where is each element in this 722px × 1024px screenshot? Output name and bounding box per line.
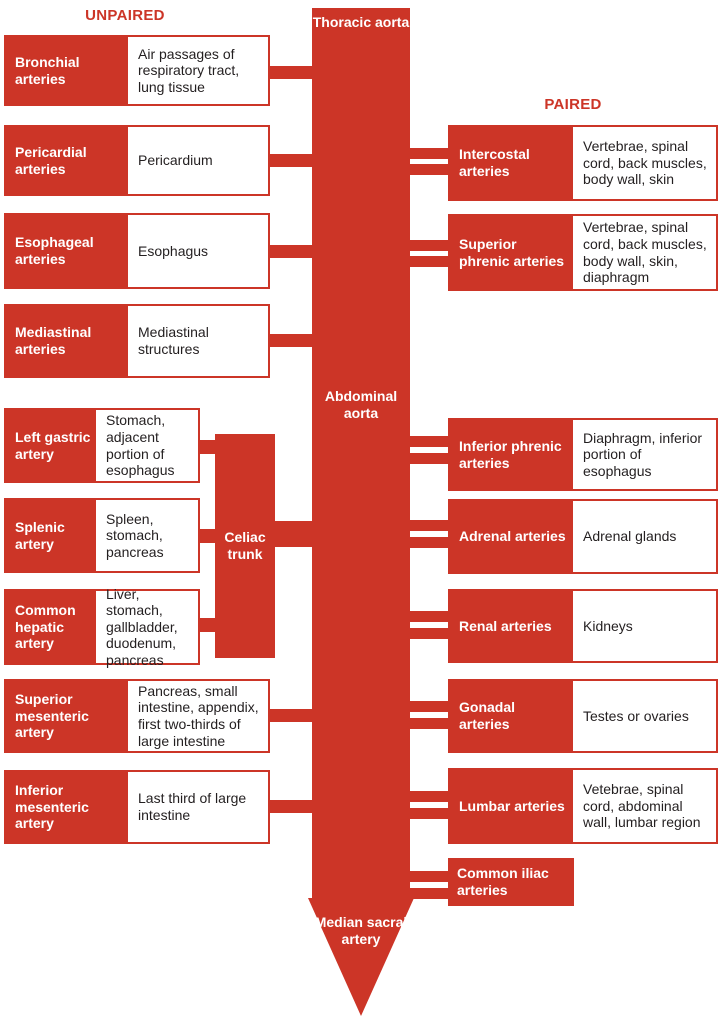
celiac-trunk-box: Celiac trunk <box>215 434 275 658</box>
artery-name: Pericardial arteries <box>6 127 128 194</box>
box-inferior-phrenic-arteries <box>448 418 718 491</box>
box-bronchial-arteries <box>4 35 270 106</box>
artery-territory: Testes or ovaries <box>583 707 689 724</box>
artery-territory: Stomach, adjacent portion of esophagus <box>106 412 175 479</box>
connector-splenic-celiac <box>198 529 215 543</box>
connector-gonadal-1 <box>410 701 448 712</box>
connector-inferior-phrenic-1 <box>410 436 448 447</box>
box-mediastinal-arteries <box>4 304 270 378</box>
box-inferior-mesenteric-artery <box>4 770 270 844</box>
artery-territory: Vertebrae, spinal cord, back muscles, body wall, skin, diaphragm <box>583 219 707 286</box>
connector-hepatic-celiac <box>198 618 215 632</box>
box-common-iliac-arteries: Common iliac arteries <box>448 858 574 906</box>
aorta-column <box>312 8 410 900</box>
connector-intercostal-2 <box>410 164 448 175</box>
artery-name: Bronchial arteries <box>6 37 128 104</box>
artery-territory: Kidneys <box>583 617 633 634</box>
connector-intercostal-1 <box>410 148 448 159</box>
box-superior-phrenic-arteries <box>448 214 718 291</box>
artery-name: Intercostal arteries <box>450 127 573 199</box>
box-superior-mesenteric-artery <box>4 679 270 753</box>
artery-territory: Liver, stomach, gallbladder, duodenum, pancreas <box>106 585 178 668</box>
artery-territory: Last third of large intestine <box>138 790 247 823</box>
box-intercostal-arteries <box>448 125 718 201</box>
paired-header: PAIRED <box>544 96 602 113</box>
artery-territory: Vetebrae, spinal cord, abdominal wall, lumbar region <box>583 781 701 831</box>
box-esophageal-arteries <box>4 213 270 289</box>
box-splenic-artery <box>4 498 200 573</box>
connector-mediastinal <box>268 334 312 347</box>
connector-bronchial <box>268 66 312 79</box>
artery-name: Adrenal arteries <box>450 501 573 572</box>
connector-adrenal-2 <box>410 537 448 548</box>
thoracic-aorta-label: Thoracic aorta <box>312 14 410 30</box>
connector-superior-phrenic-2 <box>410 256 448 267</box>
artery-territory: Pericardium <box>138 152 213 169</box>
unpaired-header: UNPAIRED <box>85 7 165 24</box>
connector-inferior-mesenteric <box>268 800 312 813</box>
box-pericardial-arteries <box>4 125 270 196</box>
connector-celiac-aorta <box>273 521 312 547</box>
artery-territory: Air passages of respiratory tract, lung tissue <box>138 45 240 95</box>
box-left-gastric-artery <box>4 408 200 483</box>
artery-name: Superior phrenic arteries <box>450 216 573 289</box>
box-lumbar-arteries <box>448 768 718 844</box>
connector-pericardial <box>268 154 312 167</box>
artery-name: Superior mesenteric artery <box>6 681 128 751</box>
artery-name: Gonadal arteries <box>450 681 573 751</box>
artery-name: Lumbar arteries <box>450 770 573 842</box>
artery-name: Renal arteries <box>450 591 573 661</box>
artery-name: Inferior phrenic arteries <box>450 420 573 489</box>
artery-name: Left gastric artery <box>6 410 96 481</box>
connector-renal-2 <box>410 628 448 639</box>
artery-territory: Diaphragm, inferior portion of esophagus <box>583 429 703 479</box>
artery-territory: Esophagus <box>138 242 209 259</box>
connector-common-iliac-1 <box>410 871 448 882</box>
artery-territory: Mediastinal structures <box>138 324 209 357</box>
connector-esophageal <box>268 245 312 258</box>
connector-superior-phrenic-1 <box>410 240 448 251</box>
artery-territory: Spleen, stomach, pancreas <box>106 510 164 560</box>
artery-name: Common hepatic artery <box>6 591 96 663</box>
connector-inferior-phrenic-2 <box>410 453 448 464</box>
abdominal-aorta-label: Abdominal aorta <box>324 388 398 421</box>
box-common-hepatic-artery <box>4 585 200 668</box>
connector-left-gastric-celiac <box>198 440 215 454</box>
box-adrenal-arteries <box>448 499 718 574</box>
box-renal-arteries <box>448 589 718 663</box>
artery-territory: Pancreas, small intestine, appendix, first two-thirds of large intestine <box>138 682 259 749</box>
connector-superior-mesenteric <box>268 709 312 722</box>
artery-territory: Adrenal glands <box>583 528 677 545</box>
artery-name: Inferior mesenteric artery <box>6 772 128 842</box>
connector-lumbar-2 <box>410 808 448 819</box>
artery-name: Splenic artery <box>6 500 96 571</box>
connector-lumbar-1 <box>410 791 448 802</box>
connector-renal-1 <box>410 611 448 622</box>
connector-gonadal-2 <box>410 718 448 729</box>
artery-name: Mediastinal arteries <box>6 306 128 376</box>
connector-adrenal-1 <box>410 520 448 531</box>
median-sacral-artery-label: Median sacral artery <box>314 914 408 947</box>
box-gonadal-arteries <box>448 679 718 753</box>
artery-territory: Vertebrae, spinal cord, back muscles, body wall, skin <box>583 138 707 188</box>
connector-common-iliac-2 <box>410 888 448 899</box>
artery-name: Esophageal arteries <box>6 215 128 287</box>
